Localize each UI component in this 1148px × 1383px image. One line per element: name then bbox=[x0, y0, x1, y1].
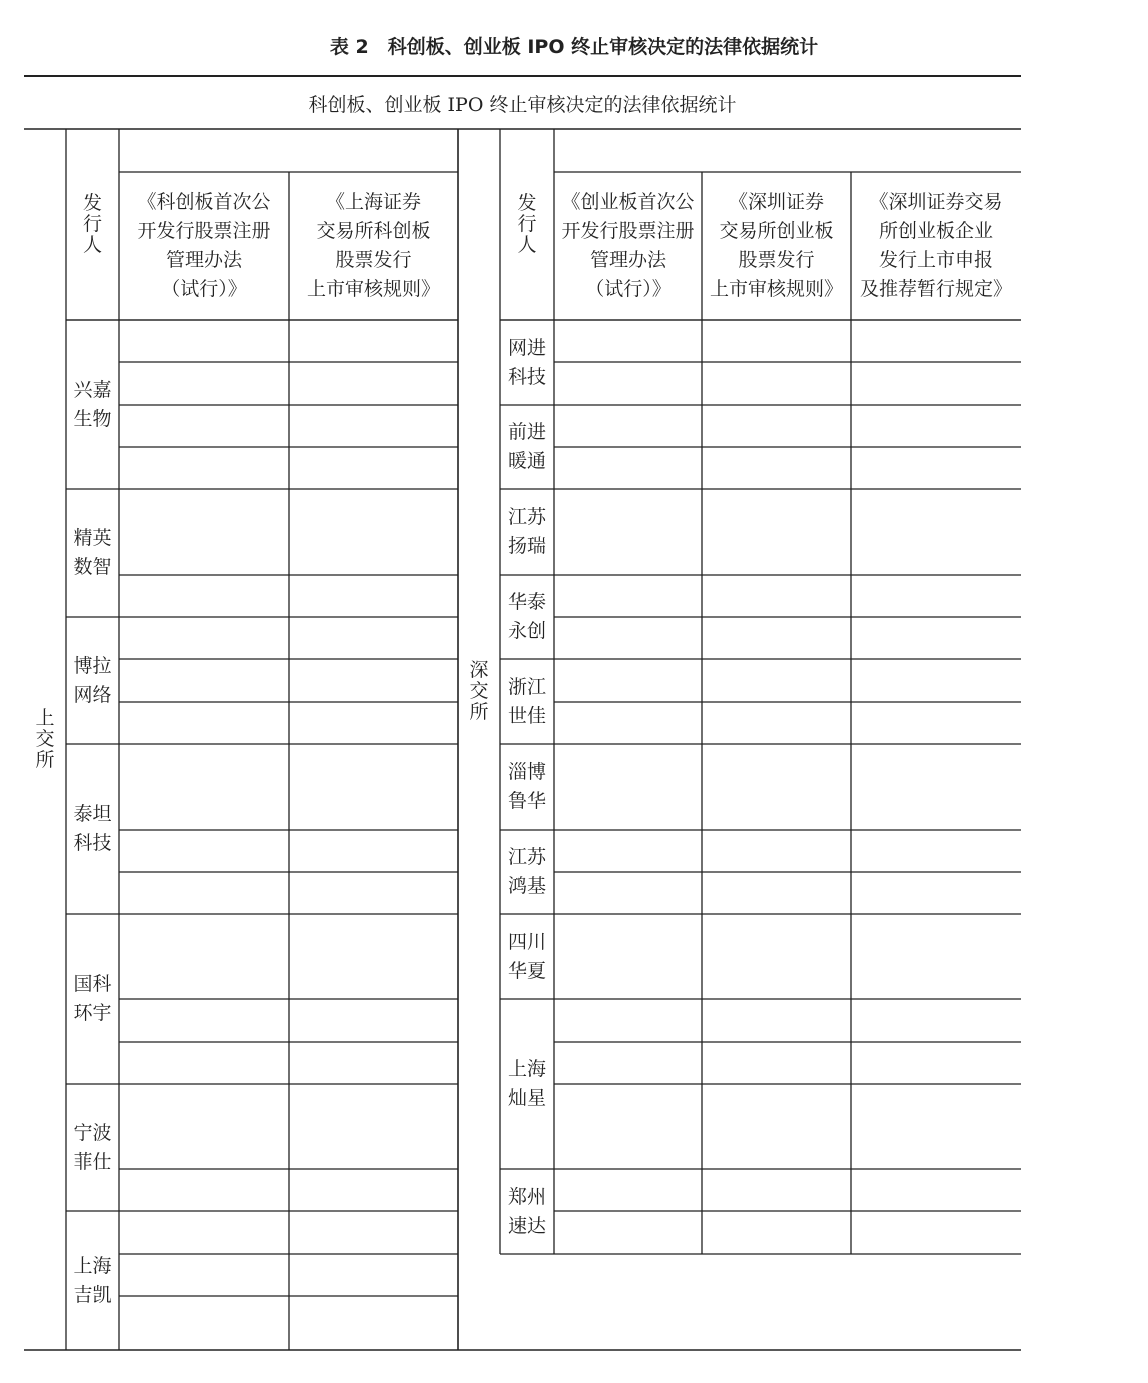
basis-cell bbox=[119, 659, 289, 702]
issuer-header bbox=[500, 129, 554, 320]
basis-cell bbox=[851, 830, 1021, 872]
header-text: 《上海证券 交易所科创板 股票发行 上市审核规则》 bbox=[306, 191, 440, 300]
exchange-label bbox=[24, 129, 66, 1350]
basis-cell bbox=[119, 744, 289, 830]
issuer-name bbox=[66, 1211, 119, 1350]
basis-cell bbox=[702, 405, 851, 447]
basis-cell bbox=[554, 702, 702, 744]
issuer-name bbox=[500, 999, 554, 1169]
basis-cell bbox=[554, 1169, 702, 1211]
vertical-text: 上 交 所 bbox=[35, 707, 55, 771]
basis-cell bbox=[702, 1084, 851, 1169]
issuer-name bbox=[66, 744, 119, 914]
header-text: 《创业板首次公 开发行股票注册 管理办法 （试行）》 bbox=[561, 191, 695, 300]
basis-cell bbox=[702, 999, 851, 1042]
basis-cell bbox=[119, 914, 289, 999]
issuer-name-text: 淄博鲁华 bbox=[507, 761, 546, 812]
basis-cell bbox=[289, 617, 458, 659]
issuer-name-text: 上海吉凯 bbox=[73, 1254, 112, 1306]
basis-cell bbox=[702, 872, 851, 914]
basis-cell bbox=[851, 1042, 1021, 1084]
table-title: 表 2 科创板、创业板 IPO 终止审核决定的法律依据统计 bbox=[329, 36, 819, 58]
basis-cell bbox=[702, 489, 851, 575]
basis-cell bbox=[851, 914, 1021, 999]
basis-cell bbox=[851, 362, 1021, 405]
basis-cell bbox=[702, 744, 851, 830]
basis-cell bbox=[851, 1169, 1021, 1211]
issuer-name bbox=[500, 744, 554, 830]
basis-cell bbox=[289, 447, 458, 489]
basis-cell bbox=[851, 872, 1021, 914]
issuer-name-text: 华泰永创 bbox=[507, 591, 546, 642]
basis-cell bbox=[702, 320, 851, 362]
basis-cell bbox=[702, 659, 851, 702]
issuer-name-text: 博拉网络 bbox=[73, 654, 112, 706]
basis-cell bbox=[119, 1169, 289, 1211]
law-header bbox=[851, 172, 1021, 320]
basis-cell bbox=[289, 1254, 458, 1296]
law-header bbox=[702, 172, 851, 320]
basis-cell bbox=[851, 1211, 1021, 1254]
basis-cell bbox=[554, 999, 702, 1042]
basis-cell bbox=[702, 362, 851, 405]
law-header bbox=[554, 172, 702, 320]
basis-cell bbox=[289, 405, 458, 447]
basis-cell bbox=[554, 744, 702, 830]
basis-cell bbox=[554, 447, 702, 489]
basis-cell bbox=[702, 1042, 851, 1084]
issuer-name bbox=[66, 914, 119, 1084]
issuer-header bbox=[66, 129, 119, 320]
basis-cell bbox=[554, 617, 702, 659]
basis-cell bbox=[851, 744, 1021, 830]
basis-cell bbox=[289, 1084, 458, 1169]
basis-cell bbox=[554, 659, 702, 702]
vertical-text: 发 行 人 bbox=[517, 192, 537, 256]
basis-cell bbox=[554, 362, 702, 405]
basis-cell bbox=[289, 489, 458, 575]
basis-cell bbox=[289, 362, 458, 405]
issuer-name bbox=[500, 320, 554, 405]
basis-cell bbox=[554, 830, 702, 872]
basis-cell bbox=[119, 872, 289, 914]
basis-cell bbox=[851, 320, 1021, 362]
basis-cell bbox=[702, 830, 851, 872]
issuer-name-text: 郑州速达 bbox=[507, 1185, 546, 1237]
basis-cell bbox=[702, 575, 851, 617]
basis-cell bbox=[702, 1169, 851, 1211]
basis-cell bbox=[851, 447, 1021, 489]
basis-cell bbox=[119, 1296, 289, 1350]
basis-cell bbox=[851, 617, 1021, 659]
issuer-name-text: 江苏扬瑞 bbox=[507, 506, 546, 557]
basis-cell bbox=[554, 1084, 702, 1169]
basis-cell bbox=[851, 489, 1021, 575]
basis-cell bbox=[851, 702, 1021, 744]
law-header bbox=[289, 172, 458, 320]
issuer-name-text: 浙江世佳 bbox=[507, 675, 546, 727]
basis-cell bbox=[289, 830, 458, 872]
basis-cell bbox=[554, 489, 702, 575]
issuer-name-text: 兴嘉生物 bbox=[73, 378, 112, 430]
header-text: 《深圳证券交易 所创业板企业 发行上市申报 及推荐暂行规定》 bbox=[859, 191, 1012, 300]
basis-cell bbox=[289, 659, 458, 702]
basis-header bbox=[119, 129, 458, 172]
law-header bbox=[119, 172, 289, 320]
basis-cell bbox=[119, 1254, 289, 1296]
basis-cell bbox=[119, 617, 289, 659]
basis-cell bbox=[554, 575, 702, 617]
basis-cell bbox=[119, 999, 289, 1042]
basis-cell bbox=[289, 320, 458, 362]
issuer-name bbox=[500, 659, 554, 744]
basis-cell bbox=[554, 872, 702, 914]
issuer-name bbox=[500, 914, 554, 999]
basis-cell bbox=[851, 659, 1021, 702]
issuer-name bbox=[66, 489, 119, 617]
issuer-name-text: 前进暖通 bbox=[507, 421, 546, 472]
issuer-name-text: 精英数智 bbox=[73, 527, 112, 578]
header-text: 《科创板首次公 开发行股票注册 管理办法 （试行）》 bbox=[137, 191, 271, 300]
basis-cell bbox=[119, 1084, 289, 1169]
basis-cell bbox=[289, 999, 458, 1042]
basis-cell bbox=[289, 1211, 458, 1254]
issuer-name bbox=[500, 830, 554, 914]
basis-cell bbox=[289, 1042, 458, 1084]
basis-cell bbox=[289, 1169, 458, 1211]
basis-cell bbox=[119, 489, 289, 575]
basis-cell bbox=[119, 830, 289, 872]
issuer-name bbox=[66, 617, 119, 744]
issuer-name-text: 宁波菲仕 bbox=[73, 1121, 112, 1173]
issuer-name-text: 泰坦科技 bbox=[73, 803, 112, 854]
basis-cell bbox=[119, 405, 289, 447]
issuer-name-text: 江苏鸿基 bbox=[507, 846, 546, 897]
basis-cell bbox=[119, 575, 289, 617]
basis-header bbox=[554, 129, 1021, 172]
basis-cell bbox=[289, 702, 458, 744]
basis-cell bbox=[289, 1296, 458, 1350]
table-subtitle: 科创板、创业板 IPO 终止审核决定的法律依据统计 bbox=[308, 94, 737, 116]
issuer-name bbox=[66, 1084, 119, 1211]
basis-cell bbox=[851, 405, 1021, 447]
vertical-text: 发 行 人 bbox=[82, 192, 102, 256]
issuer-name bbox=[66, 320, 119, 489]
basis-cell bbox=[702, 1211, 851, 1254]
basis-cell bbox=[289, 872, 458, 914]
basis-cell bbox=[119, 447, 289, 489]
basis-cell bbox=[554, 1042, 702, 1084]
basis-cell bbox=[851, 999, 1021, 1042]
basis-cell bbox=[702, 447, 851, 489]
basis-cell bbox=[702, 702, 851, 744]
basis-cell bbox=[119, 320, 289, 362]
basis-cell bbox=[554, 405, 702, 447]
basis-cell bbox=[289, 575, 458, 617]
basis-cell bbox=[119, 1211, 289, 1254]
issuer-name-text: 网进科技 bbox=[507, 336, 546, 388]
basis-cell bbox=[119, 702, 289, 744]
issuer-name bbox=[500, 1169, 554, 1254]
issuer-name-text: 上海灿星 bbox=[507, 1058, 546, 1109]
basis-cell bbox=[289, 914, 458, 999]
basis-cell bbox=[119, 1042, 289, 1084]
basis-cell bbox=[702, 617, 851, 659]
header-text: 《深圳证券 交易所创业板 股票发行 上市审核规则》 bbox=[709, 191, 843, 300]
issuer-name bbox=[500, 489, 554, 575]
basis-cell bbox=[554, 914, 702, 999]
basis-cell bbox=[289, 744, 458, 830]
basis-cell bbox=[119, 362, 289, 405]
basis-cell bbox=[851, 1084, 1021, 1169]
issuer-name-text: 四川华夏 bbox=[507, 930, 546, 982]
issuer-name bbox=[500, 575, 554, 659]
issuer-name bbox=[500, 405, 554, 489]
basis-cell bbox=[851, 575, 1021, 617]
basis-cell bbox=[554, 1211, 702, 1254]
issuer-name-text: 国科环宇 bbox=[73, 973, 112, 1024]
basis-cell bbox=[554, 320, 702, 362]
vertical-text: 深 交 所 bbox=[469, 659, 489, 723]
basis-cell bbox=[702, 914, 851, 999]
exchange-label bbox=[458, 129, 500, 1254]
